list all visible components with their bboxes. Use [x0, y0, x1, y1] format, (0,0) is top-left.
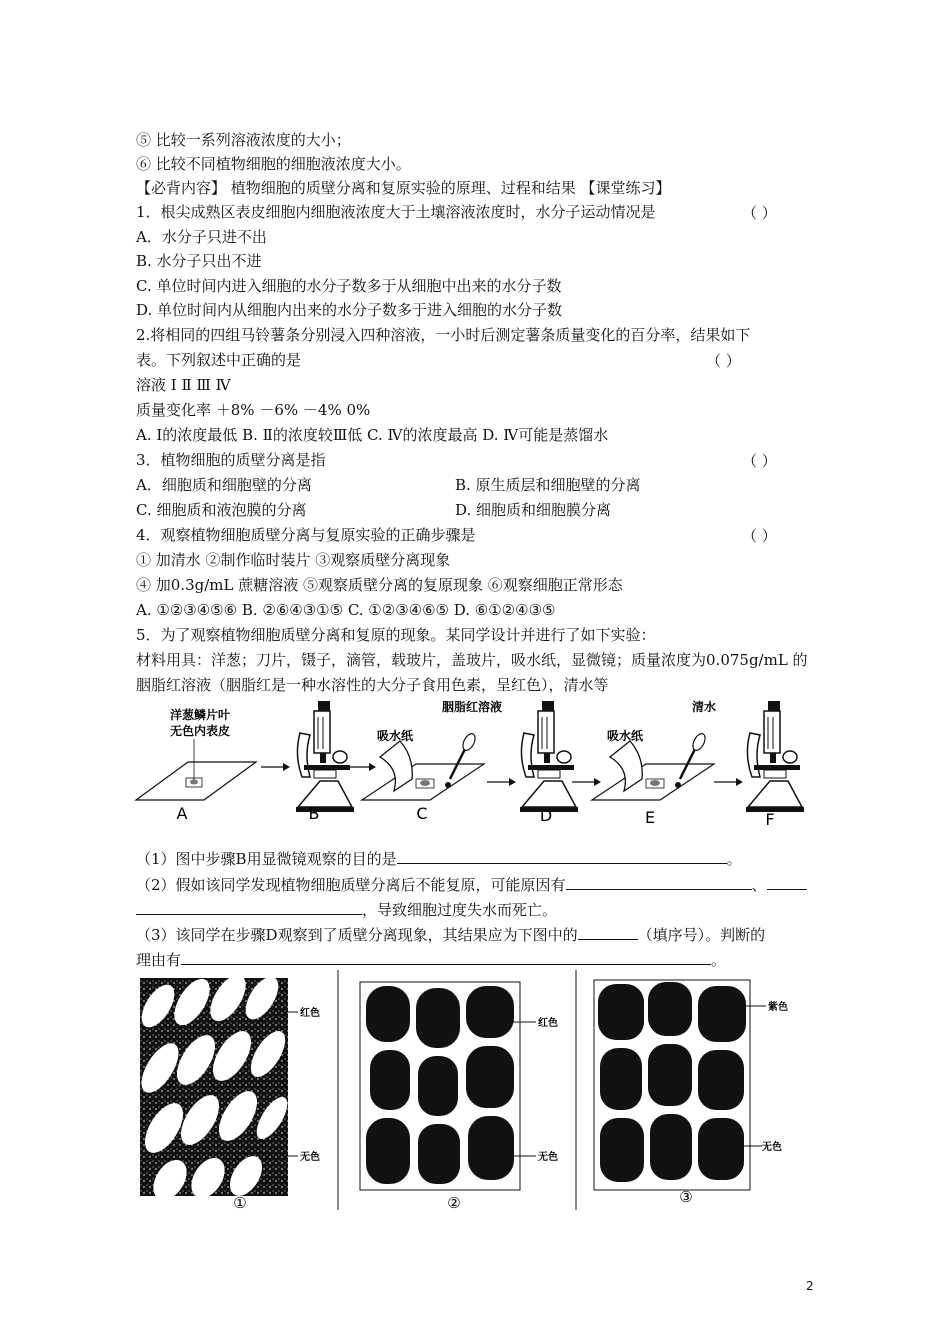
microscope-icon [520, 701, 578, 825]
materials: 材料用具：洋葱；刀片，镊子，滴管，载玻片，盖玻片，吸水纸，显微镜；质量浓度为0.075g/mL 的 [136, 651, 808, 669]
sub-question-3-cont: 理由有 。 [136, 951, 727, 969]
microscope-icon [746, 701, 804, 829]
answer-paren: （ ） [742, 452, 777, 470]
figure-number: ① [233, 1194, 247, 1212]
carmine-label: 胭脂红溶液 [441, 700, 503, 714]
answer-blank[interactable] [566, 875, 752, 890]
step-label: B [308, 804, 320, 823]
step-c-slide [362, 699, 502, 823]
step-e-slide [592, 699, 716, 827]
option: D. 细胞质和细胞膜分离 [455, 501, 612, 519]
answer-paren: （ ） [742, 204, 777, 222]
answer-blank[interactable] [397, 849, 727, 864]
step-label: E [644, 808, 656, 827]
color-label: 红色 [538, 1018, 558, 1029]
onion-label: 无色内表皮 [169, 724, 231, 738]
step-label: C [416, 804, 428, 823]
onion-label: 洋葱鳞片叶 [169, 708, 231, 722]
option: B. 水分子只出不进 [136, 252, 262, 270]
sub-question-3: （3）该同学在步骤D观察到了质壁分离现象，其结果应为下图中的 （填序号）。判断的 [136, 926, 766, 944]
figure-number: ③ [679, 1188, 693, 1206]
experiment-figure [132, 697, 812, 832]
color-label: 红色 [300, 1008, 320, 1019]
option: D. 单位时间内从细胞内出来的水分子数多于进入细胞的水分子数 [136, 301, 563, 319]
answer-blank[interactable] [578, 925, 638, 940]
figure-number: ② [447, 1194, 461, 1212]
option: C. 细胞质和液泡膜的分离 [136, 501, 307, 519]
water-label: 清水 [691, 700, 717, 714]
micrograph-2 [360, 982, 558, 1212]
section-heading: 【必背内容】 植物细胞的质壁分离和复原实验的原理、过程和结果 【课堂练习】 [136, 179, 671, 197]
color-label: 无色 [762, 1142, 782, 1153]
text-line: ⑥ 比较不同植物细胞的细胞液浓度大小。 [136, 155, 411, 173]
micrograph-1 [134, 969, 320, 1212]
step-label: F [765, 810, 775, 829]
option: A．细胞质和细胞壁的分离 [136, 476, 312, 494]
step-label: D [539, 806, 553, 825]
sub-question-2: （2）假如该同学发现植物细胞质壁分离后不能复原，可能原因有 、 [136, 875, 807, 895]
answer-blank[interactable] [136, 900, 362, 915]
answer-blank[interactable] [181, 950, 711, 965]
micrograph-3 [594, 980, 788, 1206]
micrograph-figure [130, 968, 810, 1220]
color-label: 无色 [538, 1152, 558, 1163]
question-2-cont: 表。下列叙述中正确的是 [136, 351, 302, 369]
answer-paren: （ ） [706, 352, 741, 370]
question-5: 5．为了观察植物细胞质壁分离和复原的现象。某同学设计并进行了如下实验： [136, 626, 656, 644]
question-3: 3．植物细胞的质壁分离是指 [136, 451, 326, 469]
option: A．水分子只进不出 [136, 228, 267, 246]
question-1: 1．根尖成熟区表皮细胞内细胞液浓度大于土壤溶液浓度时，水分子运动情况是 [136, 203, 656, 221]
sub-question-2-cont: ，导致细胞过度失水而死亡。 [136, 900, 557, 920]
text-line: ⑤ 比较一系列溶液浓度的大小； [136, 131, 351, 149]
color-label: 紫色 [768, 1002, 788, 1013]
step-label: A [176, 804, 188, 823]
absorb-paper-label: 吸水纸 [607, 729, 644, 743]
answer-blank[interactable] [767, 875, 807, 890]
microscope-icon [296, 701, 354, 823]
steps-row: ④ 加0.3g/mL 蔗糖溶液 ⑤观察质壁分离的复原现象 ⑥观察细胞正常形态 [136, 576, 623, 594]
answer-paren: （ ） [742, 527, 777, 545]
sub-question-1: （1）图中步骤B用显微镜观察的目的是 。 [136, 850, 742, 868]
materials-cont: 胭脂红溶液（胭脂红是一种水溶性的大分子食用色素，呈红色），清水等 [136, 676, 609, 694]
question-4: 4．观察植物细胞质壁分离与复原实验的正确步骤是 [136, 526, 476, 544]
question-2: 2.将相同的四组马铃薯条分别浸入四种溶液，一小时后测定薯条质量变化的百分率，结果如下 [136, 326, 751, 344]
table-header: 溶液 Ⅰ Ⅱ Ⅲ Ⅳ [136, 376, 231, 394]
step-a-slide [136, 707, 256, 823]
options-row: A. Ⅰ的浓度最低 B. Ⅱ的浓度较Ⅲ低 C. Ⅳ的浓度最高 D. Ⅳ可能是蒸馏水 [136, 426, 609, 444]
page-number: 2 [806, 1279, 814, 1293]
color-label: 无色 [300, 1152, 320, 1163]
absorb-paper-label: 吸水纸 [377, 729, 414, 743]
steps-row: ① 加清水 ②制作临时装片 ③观察质壁分离现象 [136, 551, 451, 569]
option: B. 原生质层和细胞壁的分离 [455, 476, 641, 494]
table-row: 质量变化率 ＋8% －6% －4% 0% [136, 401, 371, 419]
option: C. 单位时间内进入细胞的水分子数多于从细胞中出来的水分子数 [136, 277, 562, 295]
options-row: A. ①②③④⑤⑥ B. ②⑥④③①⑤ C. ①②③④⑥⑤ D. ⑥①②④③⑤ [136, 601, 556, 619]
